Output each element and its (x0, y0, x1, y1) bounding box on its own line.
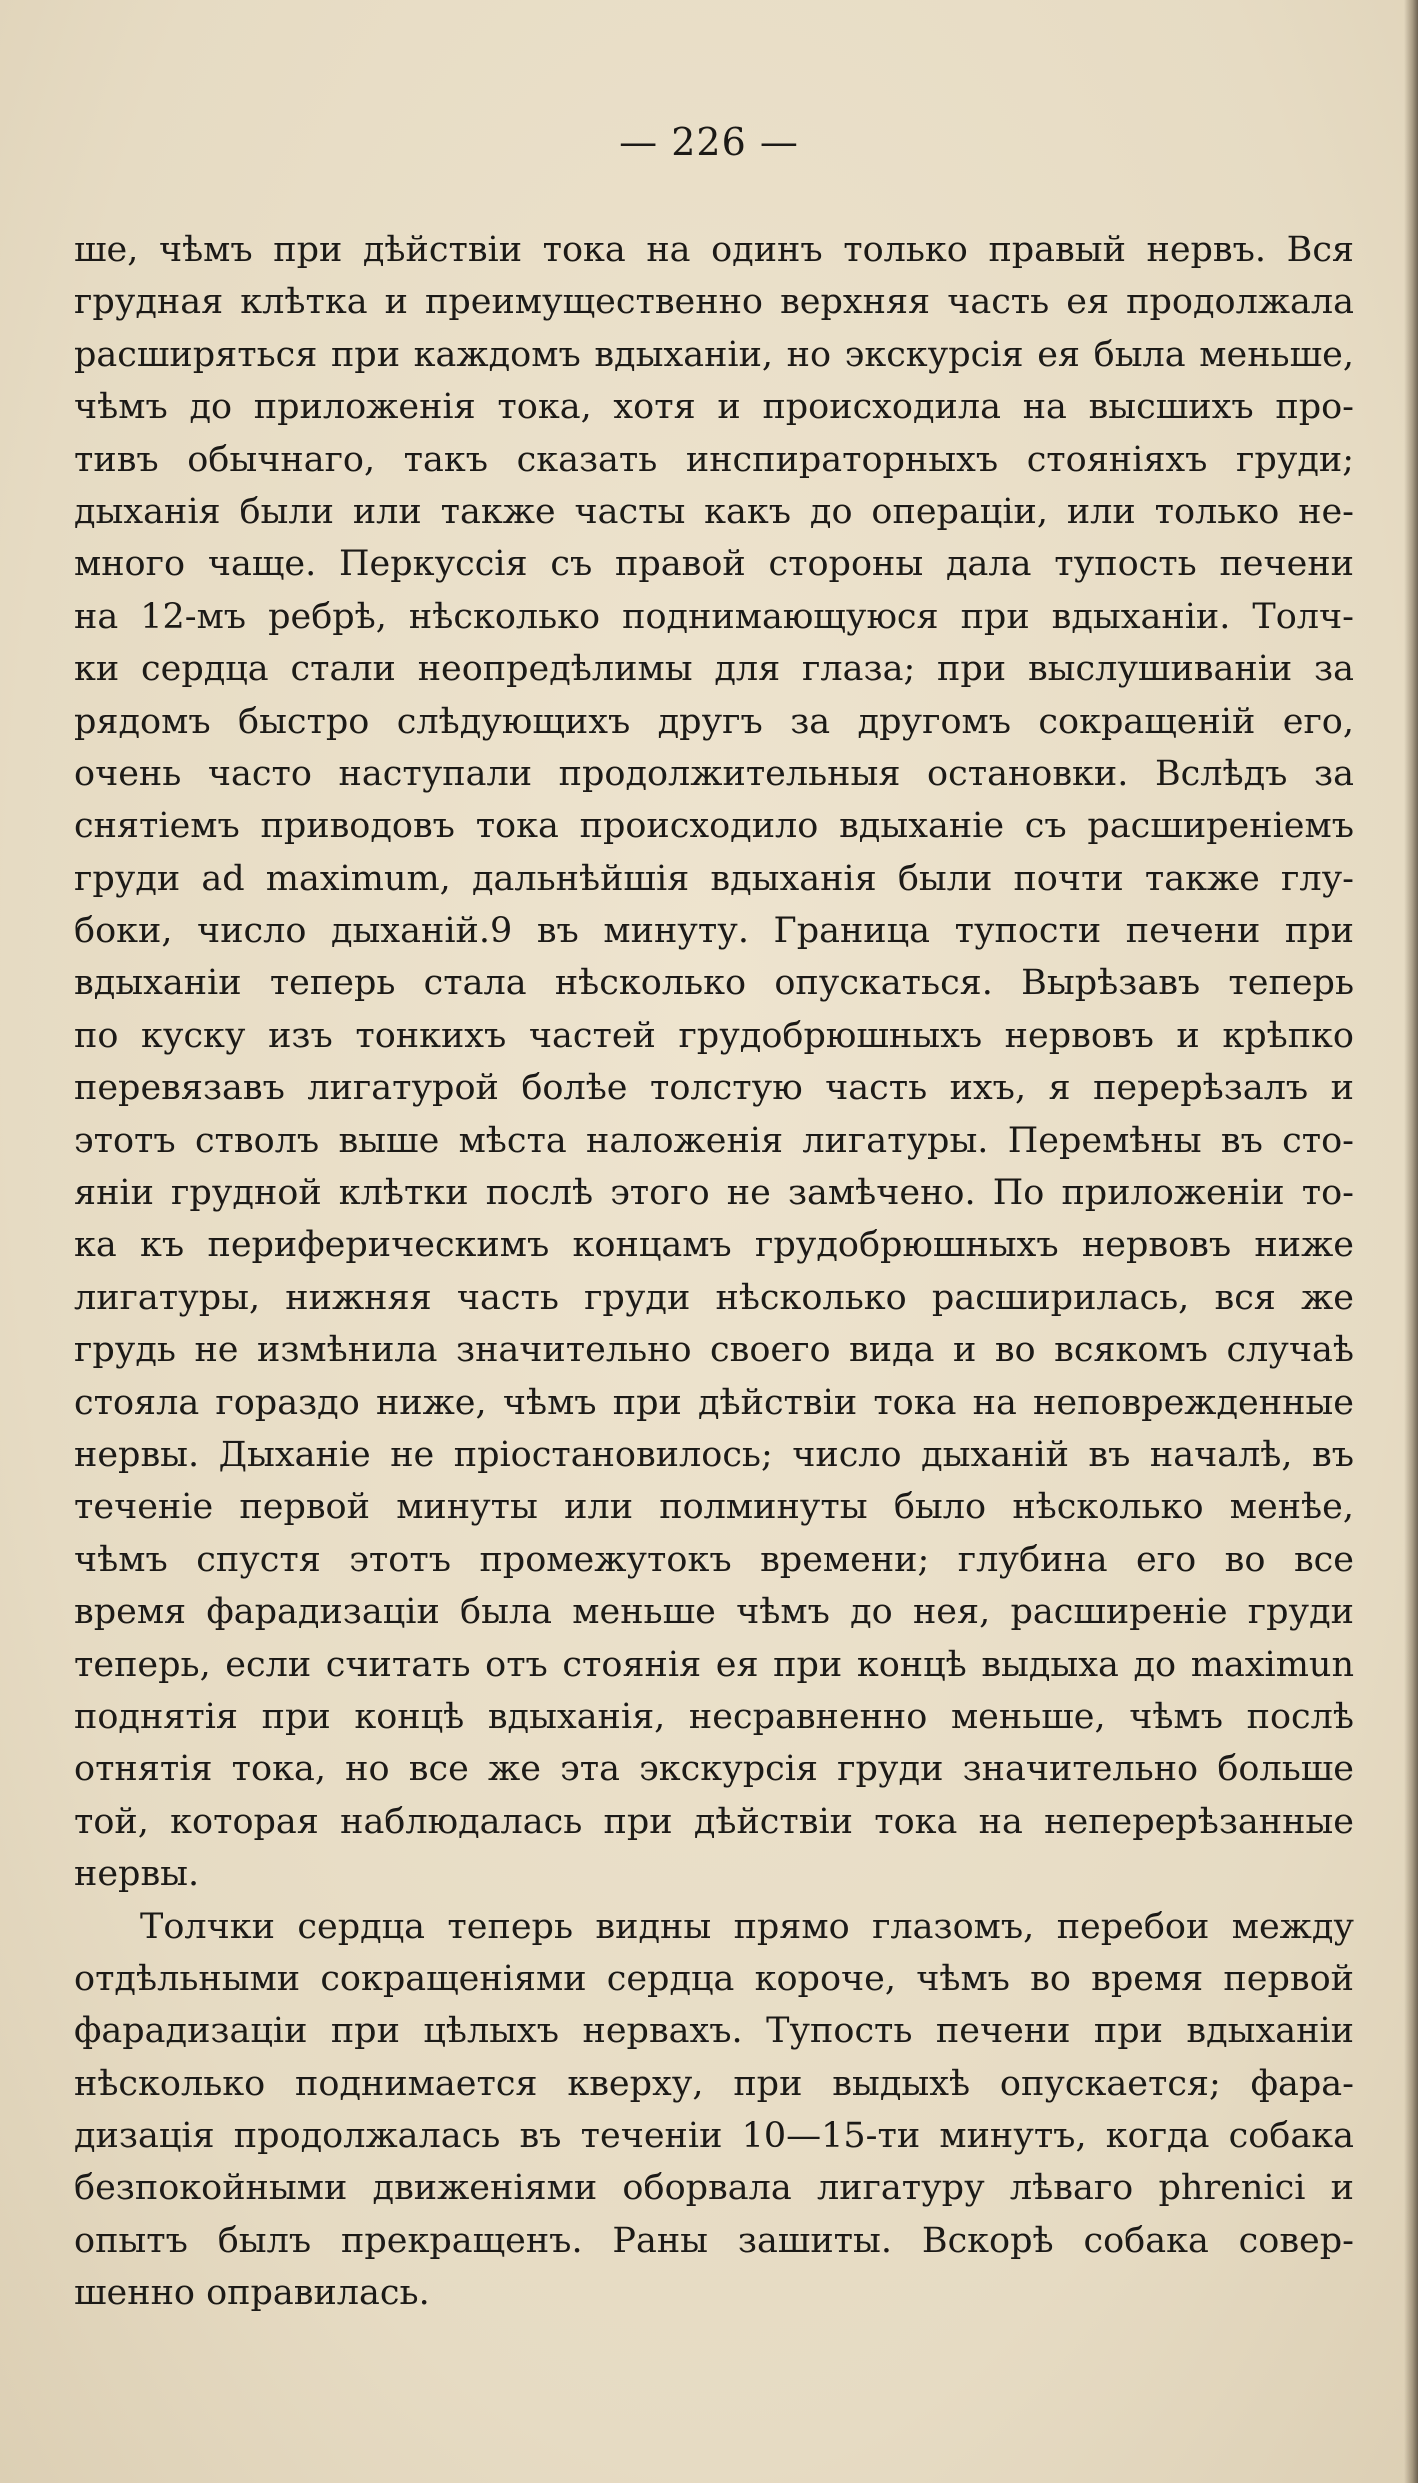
text-line: ше, чѣмъ при дѣйствіи тока на одинъ только правый нервъ. Вся (74, 230, 1354, 270)
text-line: нѣсколько поднимается кверху, при выдыхѣ опускается; фара- (74, 2063, 1354, 2104)
text-line: по куску изъ тонкихъ частей грудобрюшныхъ нервовъ и крѣпко (74, 1015, 1354, 1056)
text-line: перевязавъ лигатурой болѣе толстую часть ихъ, я перерѣзалъ и (74, 1068, 1354, 1109)
text-line: дизація продолжалась въ теченіи 10—15-ти минутъ, когда собака (74, 2116, 1354, 2157)
text-line: ки сердца стали неопредѣлимы для глаза; при выслушиваніи за (74, 649, 1354, 690)
text-line: фарадизаціи при цѣлыхъ нервахъ. Тупость печени при вдыханіи (74, 2011, 1354, 2052)
text-line: много чаще. Перкуссія съ правой стороны дала тупость печени (74, 544, 1354, 585)
text-line: лигатуры, нижняя часть груди нѣсколько расширилась, вся же (74, 1277, 1354, 1318)
text-line: чѣмъ спустя этотъ промежутокъ времени; глубина его во все (74, 1539, 1354, 1580)
text-line: теченіе первой минуты или полминуты было нѣсколько менѣе, (74, 1487, 1354, 1528)
text-line: время фарадизаціи была меньше чѣмъ до нея, расширеніе груди (74, 1592, 1354, 1633)
text-line: отнятія тока, но все же эта экскурсія груди значительно больше (74, 1749, 1354, 1790)
text-line: рядомъ быстро слѣдующихъ другъ за другомъ сокращеній его, (74, 701, 1354, 742)
text-line: дыханія были или также часты какъ до операціи, или только не- (74, 491, 1354, 532)
text-line: Толчки сердца теперь видны прямо глазомъ, перебои между (140, 1906, 1354, 1947)
text-line: очень часто наступали продолжительныя остановки. Вслѣдъ за (74, 753, 1354, 794)
text-line: снятіемъ приводовъ тока происходило вдыханіе съ расширеніемъ (74, 806, 1354, 847)
text-line: боки, число дыханій.9 въ минуту. Граница тупости печени при (74, 911, 1354, 952)
body-text (74, 224, 1354, 2320)
text-line: поднятія при концѣ вдыханія, несравненно меньше, чѣмъ послѣ (74, 1696, 1354, 1737)
text-line: теперь, если считать отъ стоянія ея при концѣ выдыха до maximun (74, 1644, 1354, 1685)
text-line: опытъ былъ прекращенъ. Раны зашиты. Вскорѣ собака совер- (74, 2220, 1354, 2261)
text-line: отдѣльными сокращеніями сердца короче, чѣмъ во время первой (74, 1958, 1354, 1999)
paragraph-1 (74, 224, 1354, 1901)
text-line: безпокойными движеніями оборвала лигатуру лѣваго phrenici и (74, 2168, 1354, 2209)
page-number: — 226 — (619, 120, 799, 164)
page-edge-shadow (1404, 0, 1418, 2483)
text-line: ка къ периферическимъ концамъ грудобрюшныхъ нервовъ ниже (74, 1225, 1354, 1266)
text-line: нервы. Дыханіе не пріостановилось; число дыханій въ началѣ, въ (74, 1434, 1354, 1475)
text-line: грудная клѣтка и преимущественно верхняя часть ея продолжала (74, 282, 1354, 323)
text-line: расширяться при каждомъ вдыханіи, но экскурсія ея была меньше, (74, 334, 1354, 375)
text-line: шенно оправилась. (74, 2273, 430, 2314)
text-line: на 12-мъ ребрѣ, нѣсколько поднимающуюся при вдыханіи. Толч- (74, 596, 1354, 637)
text-line: нервы. (74, 1854, 200, 1895)
text-line: чѣмъ до приложенія тока, хотя и происходила на высшихъ про- (74, 387, 1354, 428)
text-line: той, которая наблюдалась при дѣйствіи тока на неперерѣзанные (74, 1801, 1354, 1842)
text-line: этотъ стволъ выше мѣста наложенія лигатуры. Перемѣны въ сто- (74, 1120, 1354, 1161)
text-line: тивъ обычнаго, такъ сказать инспираторныхъ стояніяхъ груди; (74, 439, 1354, 480)
text-line: стояла гораздо ниже, чѣмъ при дѣйствіи тока на неповрежденные (74, 1382, 1354, 1423)
text-line: яніи грудной клѣтки послѣ этого не замѣчено. По приложеніи то- (74, 1173, 1354, 1214)
text-line: груди ad maximum, дальнѣйшія вдыханія были почти также глу- (74, 858, 1354, 899)
paragraph-2 (74, 1901, 1354, 2320)
text-line: грудь не измѣнила значительно своего вида и во всякомъ случаѣ (74, 1330, 1354, 1371)
text-line: вдыханіи теперь стала нѣсколько опускаться. Вырѣзавъ теперь (74, 963, 1354, 1004)
